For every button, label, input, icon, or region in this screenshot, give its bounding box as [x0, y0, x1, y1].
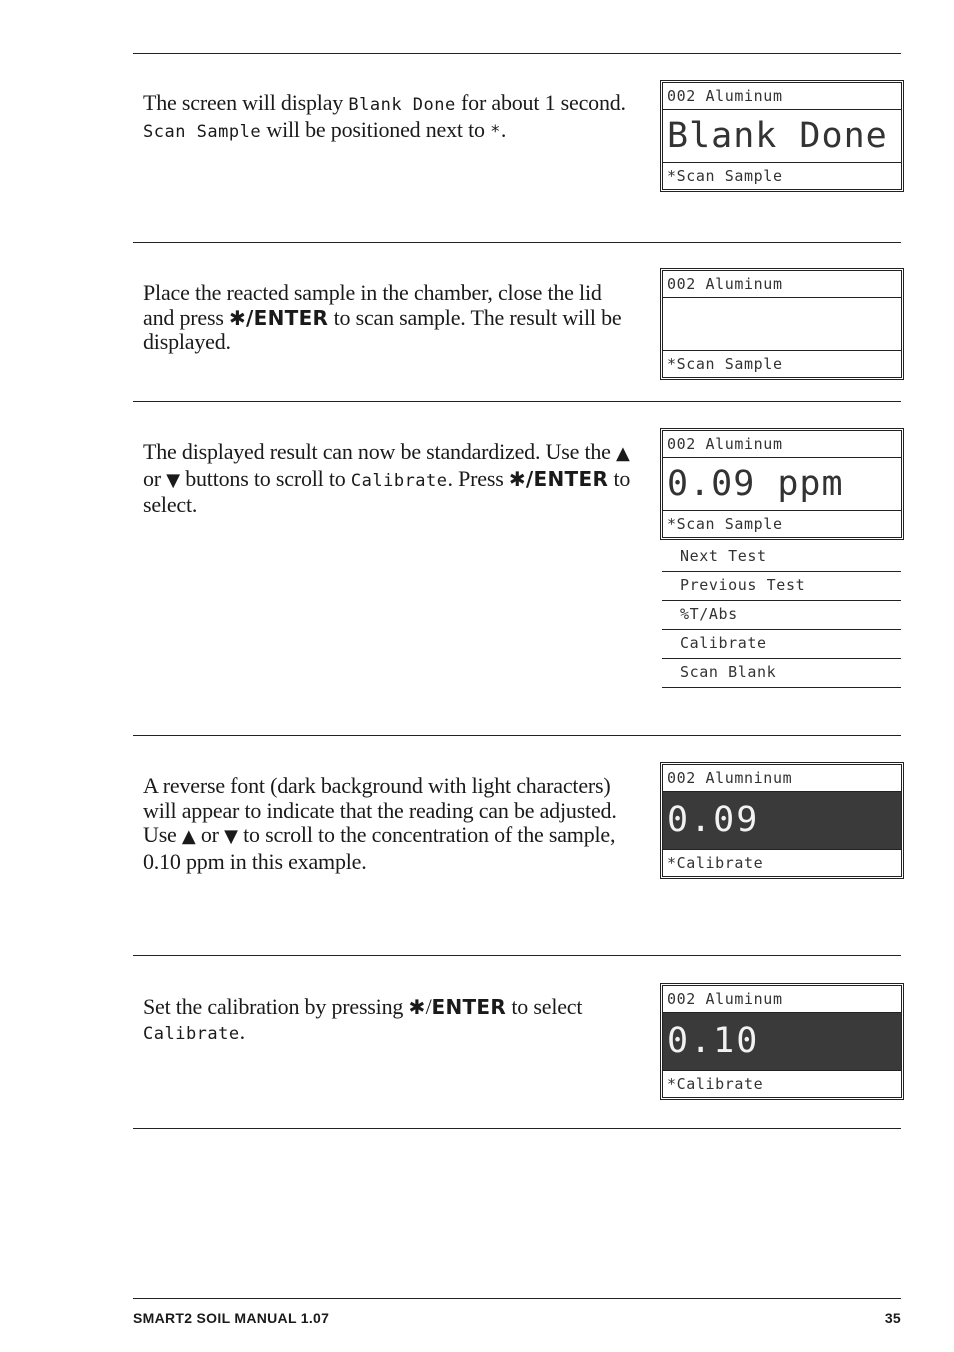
step-standardize-text: The displayed result can now be standardized. Use the ▲ or ▼ buttons to scroll to Calibrate. Press ✱/ENTER to select. [143, 439, 631, 517]
lcd-footer: *Scan Sample [667, 355, 783, 373]
menu-item-scan-blank: Scan Blank [662, 659, 901, 688]
inline-code: Blank Done [348, 95, 456, 115]
down-arrow-icon: ▼ [166, 469, 180, 491]
footer-manual-title: SMART2 SOIL MANUAL 1.07 [133, 1310, 330, 1326]
divider [133, 955, 901, 956]
enter-key-label: ✱/ENTER [228, 305, 329, 330]
lcd-header: 002 Alumninum [667, 769, 793, 787]
menu-item-calibrate: Calibrate [662, 630, 901, 659]
lcd-screen-scan-sample [662, 270, 902, 378]
inline-code: Scan Sample [143, 121, 262, 142]
step-scan-sample-text: Place the reacted sample in the chamber, close the lid and press ✱/ENTER to scan sample. The result will be displayed. [143, 280, 622, 354]
lcd-header: 002 Aluminum [667, 990, 783, 1008]
lcd-header: 002 Aluminum [667, 87, 783, 105]
star-key-label: ✱ [408, 995, 426, 1019]
lcd-footer: *Calibrate [667, 854, 764, 872]
divider [133, 735, 901, 736]
lcd-menu-list [662, 543, 901, 688]
up-arrow-icon: ▲ [181, 826, 196, 847]
divider [133, 1128, 901, 1129]
inline-code: * [490, 121, 501, 142]
lcd-screen-calibrated [662, 985, 902, 1098]
lcd-screen-adjust [662, 764, 902, 877]
enter-key-label: ENTER [431, 995, 507, 1019]
lcd-main-reading: Blank Done [663, 109, 901, 163]
divider [133, 1298, 901, 1299]
step-set-calibration-text: Set the calibration by pressing ✱/ENTER to select Calibrate. [143, 994, 583, 1044]
inline-code: Calibrate [350, 470, 448, 491]
lcd-footer: *Scan Sample [667, 515, 783, 533]
lcd-header: 002 Aluminum [667, 275, 783, 293]
inline-code: Calibrate [143, 1023, 240, 1044]
lcd-main-reading [663, 297, 901, 351]
lcd-header: 002 Aluminum [667, 435, 783, 453]
enter-key-label: ✱/ENTER [508, 466, 609, 491]
step-reverse-font-text: A reverse font (dark background with light characters) will appear to indicate that the reading can be adjusted. Use ▲ or ▼ to scroll to the concentration of the sample, 0.10 ppm in this example. [143, 773, 617, 874]
lcd-screen-result [662, 430, 902, 538]
lcd-inverted-reading: 0.10 [663, 1012, 901, 1071]
menu-item-t-abs: %T/Abs [662, 601, 901, 630]
lcd-footer: *Scan Sample [667, 167, 783, 185]
footer-page-number: 35 [884, 1310, 901, 1326]
menu-item-previous-test: Previous Test [662, 572, 901, 601]
up-arrow-icon: ▲ [616, 443, 630, 464]
lcd-footer: *Calibrate [667, 1075, 764, 1093]
down-arrow-icon: ▼ [224, 826, 238, 847]
divider [133, 242, 901, 243]
menu-item-next-test: Next Test [662, 543, 901, 572]
lcd-screen-blank-done [662, 82, 902, 190]
divider [133, 53, 901, 54]
step-blank-done-text: The screen will display Blank Done for about 1 second. Scan Sample will be positioned next to *. [143, 90, 626, 142]
lcd-inverted-reading: 0.09 [663, 791, 901, 850]
lcd-main-reading: 0.09 ppm [663, 457, 901, 511]
divider [133, 401, 901, 402]
